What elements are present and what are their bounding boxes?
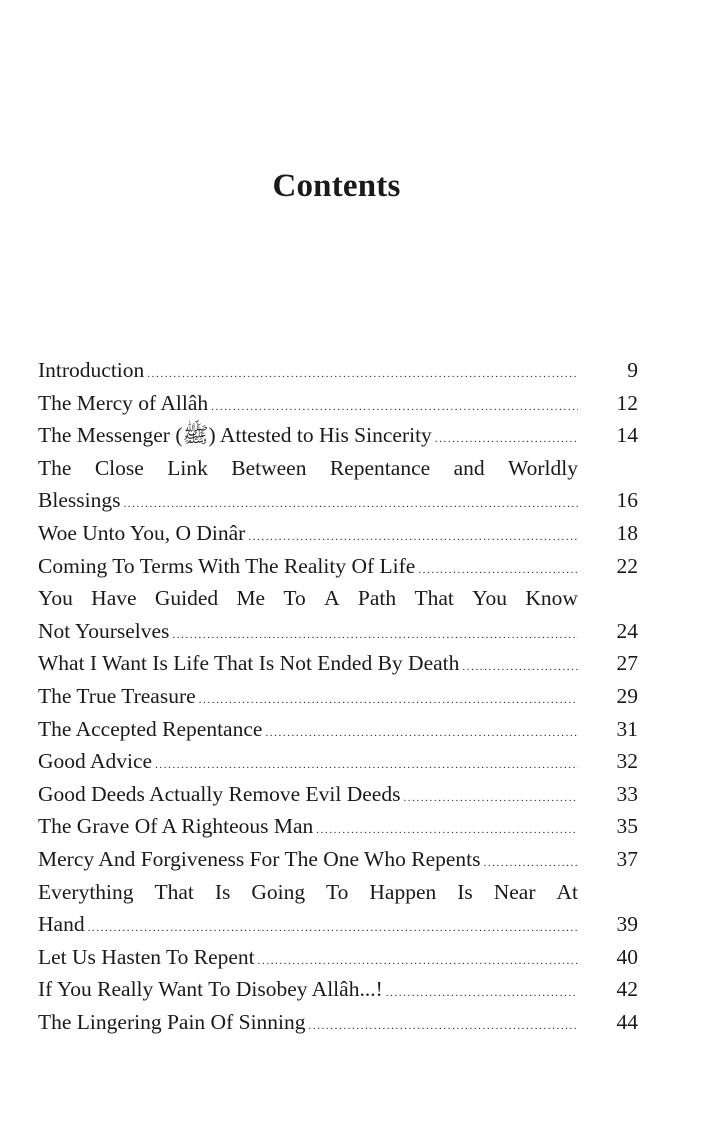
toc-entry[interactable] — [38, 517, 638, 550]
page-number: 40 — [616, 944, 638, 969]
entry-title: Introduction — [38, 358, 145, 382]
page-number: 42 — [616, 977, 638, 1002]
entry-title: Blessings — [38, 488, 121, 513]
toc-entry[interactable] — [38, 550, 638, 583]
toc-entry[interactable] — [38, 941, 638, 974]
toc-entry[interactable] — [38, 354, 638, 387]
page-number: 35 — [616, 814, 638, 839]
page-number: 44 — [616, 1009, 638, 1034]
page-number: 9 — [627, 358, 638, 382]
toc-entry[interactable] — [38, 1006, 638, 1039]
page-number: 24 — [616, 618, 638, 643]
toc-entry[interactable] — [38, 876, 638, 941]
page-number: 27 — [616, 651, 638, 676]
entry-title: If You Really Want To Disobey Allâh...! — [38, 977, 383, 1002]
entry-title-line1: The Close Link Between Repentance and Worldly — [38, 455, 578, 480]
entry-title: Let Us Hasten To Repent — [38, 944, 255, 969]
toc-entry[interactable] — [38, 452, 638, 517]
page-title: Contents — [272, 168, 401, 204]
table-of-contents — [38, 354, 638, 1038]
entry-title: Not Yourselves — [38, 618, 170, 643]
page-number: 31 — [616, 716, 638, 741]
entry-title: The Lingering Pain Of Sinning — [38, 1009, 306, 1034]
toc-entry[interactable] — [38, 810, 638, 843]
page-number: 33 — [616, 781, 638, 806]
page-number: 16 — [616, 488, 638, 513]
entry-title: The Accepted Repentance — [38, 716, 263, 741]
page-number: 12 — [616, 390, 638, 415]
entry-title-line1: You Have Guided Me To A Path That You Know — [38, 586, 578, 611]
entry-title: Hand — [38, 912, 85, 937]
toc-entry[interactable] — [38, 419, 638, 452]
entry-title: Mercy And Forgiveness For The One Who Repents — [38, 846, 481, 871]
entry-title: The True Treasure — [38, 683, 196, 708]
toc-entry[interactable] — [38, 973, 638, 1006]
entry-title: The Messenger (ﷺ) Attested to His Sincerity — [38, 423, 432, 448]
entry-title: Woe Unto You, O Dinâr — [38, 520, 246, 545]
entry-title: Good Deeds Actually Remove Evil Deeds — [38, 781, 401, 806]
page-number: 14 — [616, 423, 638, 448]
toc-entry[interactable] — [38, 778, 638, 811]
toc-entry[interactable] — [38, 647, 638, 680]
entry-title: Coming To Terms With The Reality Of Life — [38, 553, 416, 578]
dot-leader — [309, 1010, 578, 1043]
toc-entry[interactable] — [38, 680, 638, 713]
page-number: 37 — [616, 846, 638, 871]
page-number: 29 — [616, 683, 638, 708]
page-number: 18 — [616, 520, 638, 545]
page-number: 39 — [616, 912, 638, 937]
entry-title: The Mercy of Allâh — [38, 390, 209, 415]
entry-title: The Grave Of A Righteous Man — [38, 814, 314, 839]
entry-title: Good Advice — [38, 749, 153, 774]
entry-title-line1: Everything That Is Going To Happen Is Near At — [38, 879, 578, 904]
page-number: 32 — [616, 749, 638, 774]
toc-entry[interactable] — [38, 843, 638, 876]
toc-entry[interactable] — [38, 745, 638, 778]
entry-title: What I Want Is Life That Is Not Ended By Death — [38, 651, 460, 676]
toc-entry[interactable] — [38, 387, 638, 420]
toc-entry[interactable] — [38, 713, 638, 746]
toc-entry[interactable] — [38, 582, 638, 647]
page-number: 22 — [616, 553, 638, 578]
